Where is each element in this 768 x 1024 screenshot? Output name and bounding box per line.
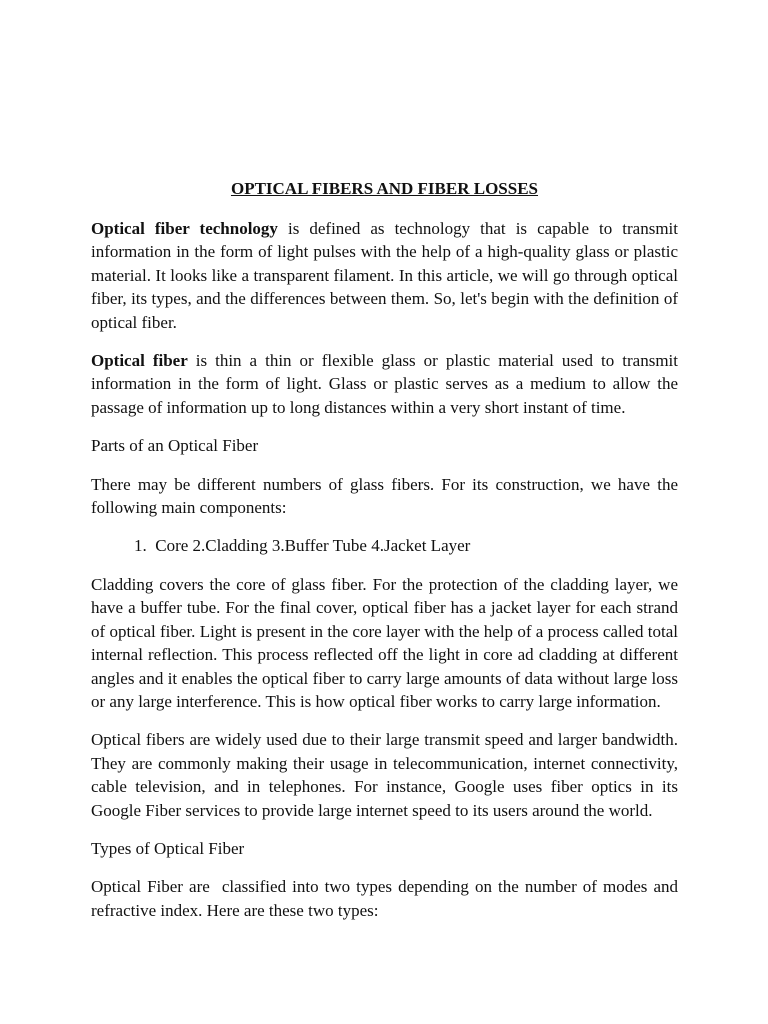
paragraph-definition-body: is thin a thin or flexible glass or plastic material used to transmit information in the form of light. Glass or plastic serves as a medium to allow the passage of information up to long distances within a very short instant of time. (91, 351, 678, 417)
paragraph-definition-lead: Optical fiber (91, 351, 188, 371)
heading-types: Types of Optical Fiber (91, 838, 245, 858)
paragraph-definition (91, 349, 678, 419)
paragraph-intro-lead: Optical fiber technology (91, 219, 278, 238)
components-list (91, 534, 678, 557)
heading-parts: Parts of an Optical Fiber (91, 436, 259, 456)
document-body (91, 178, 683, 937)
document-title: OPTICAL FIBERS AND FIBER LOSSES (230, 179, 539, 198)
paragraph-construction: There may be different numbers of glass fibers. For its construction, we have the following main components: (91, 474, 678, 518)
paragraph-intro (91, 217, 678, 334)
paragraph-types: Optical Fiber are classified into two types depending on the number of modes and refractive index. Here are these two types: (91, 877, 683, 920)
paragraph-cladding: Cladding covers the core of glass fiber. For the protection of the cladding layer, we have a buffer tube. For the final cover, optical fiber has a jacket layer for each strand of optical fiber. Light is present in the core layer with the help of a process called total internal reflection. This process reflected off the light in core ad cladding at different angles and it enables the optical fiber to carry large amounts of data without large loss or any large interference. This is how optical fiber works to carry large information. (91, 574, 678, 711)
paragraph-usage: Optical fibers are widely used due to their large transmit speed and larger bandwidth. They are commonly making their usage in telecommunication, internet connectivity, cable television, and in telephones. For instance, Google uses fiber optics in its Google Fiber services to provide large internet speed to its users around the world. (91, 730, 678, 820)
paragraph-intro-body: is defined as technology that is capable to transmit information in the form of light pulses with the help of a high-quality glass or plastic material. It looks like a transparent filament. In this article, we will go through optical fiber, its types, and the differences between them. So, let's begin with the definition of optical fiber. (91, 219, 679, 332)
list-item: 1. Core 2.Cladding 3.Buffer Tube 4.Jacket Layer (134, 536, 471, 556)
